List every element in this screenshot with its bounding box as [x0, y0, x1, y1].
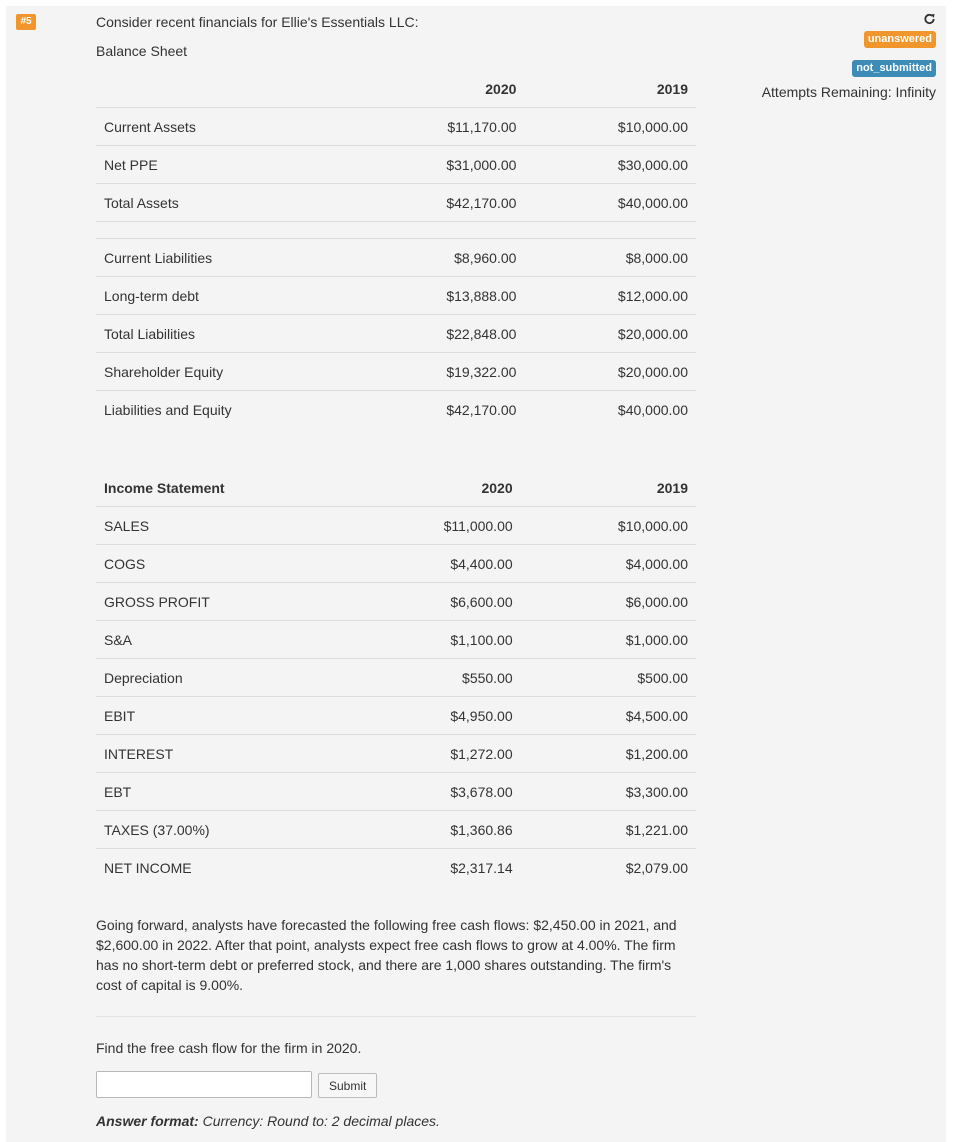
- not-submitted-badge: not_submitted: [852, 60, 936, 77]
- reload-icon[interactable]: [923, 12, 936, 26]
- answer-format: [96, 1113, 440, 1129]
- attempts-remaining: Attempts Remaining: Infinity: [761, 84, 936, 100]
- table-row: GROSS PROFIT $6,600.00 $6,000.00: [96, 583, 696, 621]
- table-row: INTEREST $1,272.00 $1,200.00: [96, 735, 696, 773]
- divider: [96, 1016, 696, 1017]
- table-row: TAXES (37.00%) $1,360.86 $1,221.00: [96, 811, 696, 849]
- table-row: Depreciation $550.00 $500.00: [96, 659, 696, 697]
- table-row: EBIT $4,950.00 $4,500.00: [96, 697, 696, 735]
- table-row: Total Assets $42,170.00 $40,000.00: [96, 184, 696, 222]
- table-row: Liabilities and Equity $42,170.00 $40,000.00: [96, 391, 696, 429]
- table-row: Net PPE $31,000.00 $30,000.00: [96, 146, 696, 184]
- answer-format-text: Currency: Round to: 2 decimal places.: [202, 1113, 440, 1129]
- table-row: S&A $1,100.00 $1,000.00: [96, 621, 696, 659]
- question-prompt: Find the free cash flow for the firm in 2020.: [96, 1040, 362, 1056]
- table-row: Long-term debt $13,888.00 $12,000.00: [96, 277, 696, 315]
- table-row: SALES $11,000.00 $10,000.00: [96, 507, 696, 545]
- balance-sheet-table: [96, 70, 696, 428]
- balance-sheet-title: Balance Sheet: [96, 43, 188, 59]
- table-row: Total Liabilities $22,848.00 $20,000.00: [96, 315, 696, 353]
- question-status-area: [762, 12, 936, 100]
- income-statement-header-2020: 2020: [481, 479, 513, 496]
- table-row: Current Assets $11,170.00 $10,000.00: [96, 108, 696, 146]
- table-row: EBT $3,678.00 $3,300.00: [96, 773, 696, 811]
- submit-button[interactable]: Submit: [318, 1073, 377, 1098]
- question-intro: Consider recent financials for Ellie's Essentials LLC:: [96, 14, 419, 30]
- answer-format-label: Answer format:: [96, 1113, 199, 1129]
- unanswered-badge: unanswered: [864, 31, 936, 48]
- income-statement-header-2019: 2019: [656, 479, 688, 496]
- answer-input[interactable]: [96, 1071, 312, 1098]
- table-row: Current Liabilities $8,960.00 $8,000.00: [96, 239, 696, 277]
- balance-sheet-header-2019: 2019: [656, 80, 688, 97]
- table-row: COGS $4,400.00 $4,000.00: [96, 545, 696, 583]
- question-number-badge: #5: [16, 14, 36, 30]
- table-spacer-row: [96, 222, 696, 239]
- table-row: Shareholder Equity $19,322.00 $20,000.00: [96, 353, 696, 391]
- balance-sheet-header-blank: [96, 70, 361, 108]
- forecast-paragraph: Going forward, analysts have forecasted the following free cash flows: $2,450.00 in 2021, and $2,600.00 in 2022. After that point, analysts expect free cash flows to grow at 4.00%. The firm has no short-term debt or preferred stock, and there are 1,000 shares outstanding. The firm's cost of capital is 9.00%.: [96, 917, 677, 993]
- income-statement-title: Income Statement: [104, 479, 225, 496]
- income-statement-table: [96, 469, 696, 886]
- balance-sheet-header-2020: 2020: [485, 80, 517, 97]
- table-row: NET INCOME $2,317.14 $2,079.00: [96, 849, 696, 887]
